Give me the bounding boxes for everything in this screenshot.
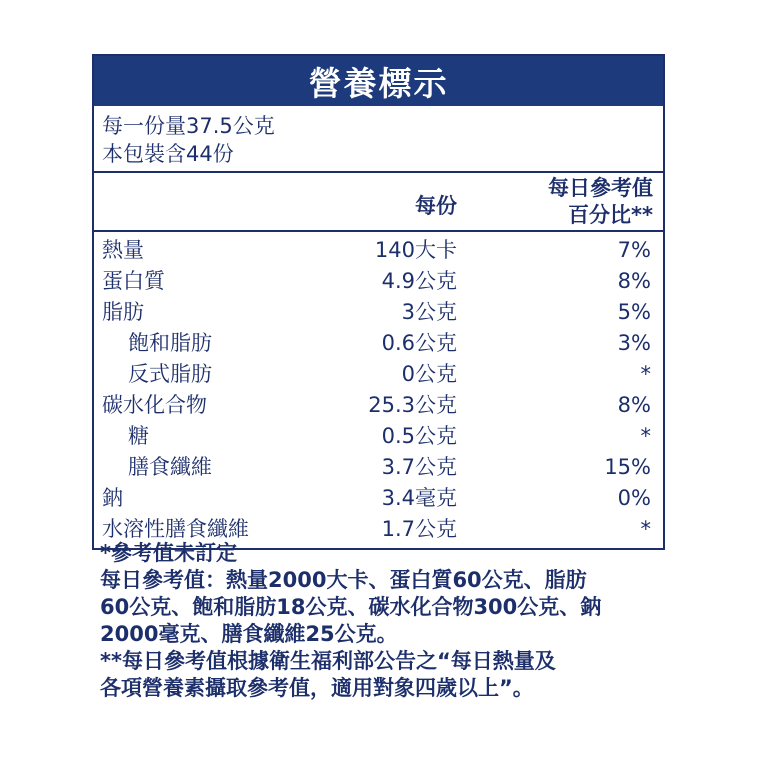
nutrient-name: 飽和脂肪 (128, 331, 212, 355)
nutrient-daily-value: 15% (604, 455, 651, 479)
nutrient-amount: 1.7公克 (381, 517, 457, 541)
nutrient-amount: 3.7公克 (381, 455, 457, 479)
nutrient-amount: 140大卡 (374, 238, 457, 262)
nutrient-amount: 0.5公克 (381, 424, 457, 448)
nutrient-row (94, 483, 663, 514)
nutrition-label (92, 54, 665, 550)
nutrient-amount: 3.4毫克 (381, 486, 457, 510)
nutrient-daily-value: 5% (617, 300, 651, 324)
nutrient-daily-value: 3% (617, 331, 651, 355)
per-serving-header: 每份 (415, 194, 457, 218)
nutrient-row (94, 390, 663, 421)
daily-value-header-line1: 每日參考值 (548, 176, 653, 200)
nutrient-name: 鈉 (102, 486, 123, 510)
nutrient-name: 熱量 (102, 238, 144, 262)
nutrient-name: 水溶性膳食纖維 (102, 517, 249, 541)
nutrient-name: 糖 (128, 424, 149, 448)
footnote-line: 60公克、飽和脂肪18公克、碳水化合物300公克、鈉 (100, 595, 602, 619)
daily-value-header-line2: 百分比** (568, 203, 653, 227)
nutrient-daily-value: 7% (617, 238, 651, 262)
footnote-line: 2000毫克、膳食纖維25公克。 (100, 622, 398, 646)
label-title: 營養標示 (94, 56, 663, 106)
nutrient-daily-value: * (640, 517, 651, 541)
nutrient-daily-value: 8% (617, 393, 651, 417)
nutrient-amount: 3公克 (401, 300, 457, 324)
nutrient-name: 脂肪 (102, 300, 144, 324)
nutrient-amount: 0.6公克 (381, 331, 457, 355)
nutrient-row (94, 452, 663, 483)
footnote-line: 各項營養素攝取參考值，適用對象四歲以上”。 (100, 676, 534, 700)
nutrient-name: 碳水化合物 (102, 393, 207, 417)
footnote-line: *參考值未訂定 (100, 541, 237, 565)
nutrient-daily-value: 8% (617, 269, 651, 293)
nutrient-daily-value: * (640, 362, 651, 386)
nutrient-daily-value: * (640, 424, 651, 448)
nutrient-amount: 25.3公克 (368, 393, 457, 417)
footnotes (100, 540, 670, 702)
nutrient-name: 蛋白質 (102, 269, 165, 293)
nutrient-row (94, 235, 663, 266)
footnote-line: 每日參考值：熱量2000大卡、蛋白質60公克、脂肪 (100, 568, 587, 592)
nutrient-amount: 0公克 (401, 362, 457, 386)
nutrient-name: 膳食纖維 (128, 455, 212, 479)
nutrient-name: 反式脂肪 (128, 362, 212, 386)
nutrient-row (94, 266, 663, 297)
nutrient-row (94, 359, 663, 390)
serving-size: 每一份量37.5公克 (102, 114, 275, 138)
nutrient-row (94, 297, 663, 328)
nutrient-row (94, 328, 663, 359)
nutrient-daily-value: 0% (617, 486, 651, 510)
nutrient-table (94, 232, 663, 548)
nutrient-amount: 4.9公克 (381, 269, 457, 293)
nutrient-row (94, 421, 663, 452)
servings-per-package: 本包裝含44份 (102, 142, 234, 166)
daily-value-header (548, 175, 653, 229)
column-header (94, 173, 663, 232)
serving-info (94, 106, 663, 173)
footnote-line: **每日參考值根據衛生福利部公告之“每日熱量及 (100, 649, 556, 673)
